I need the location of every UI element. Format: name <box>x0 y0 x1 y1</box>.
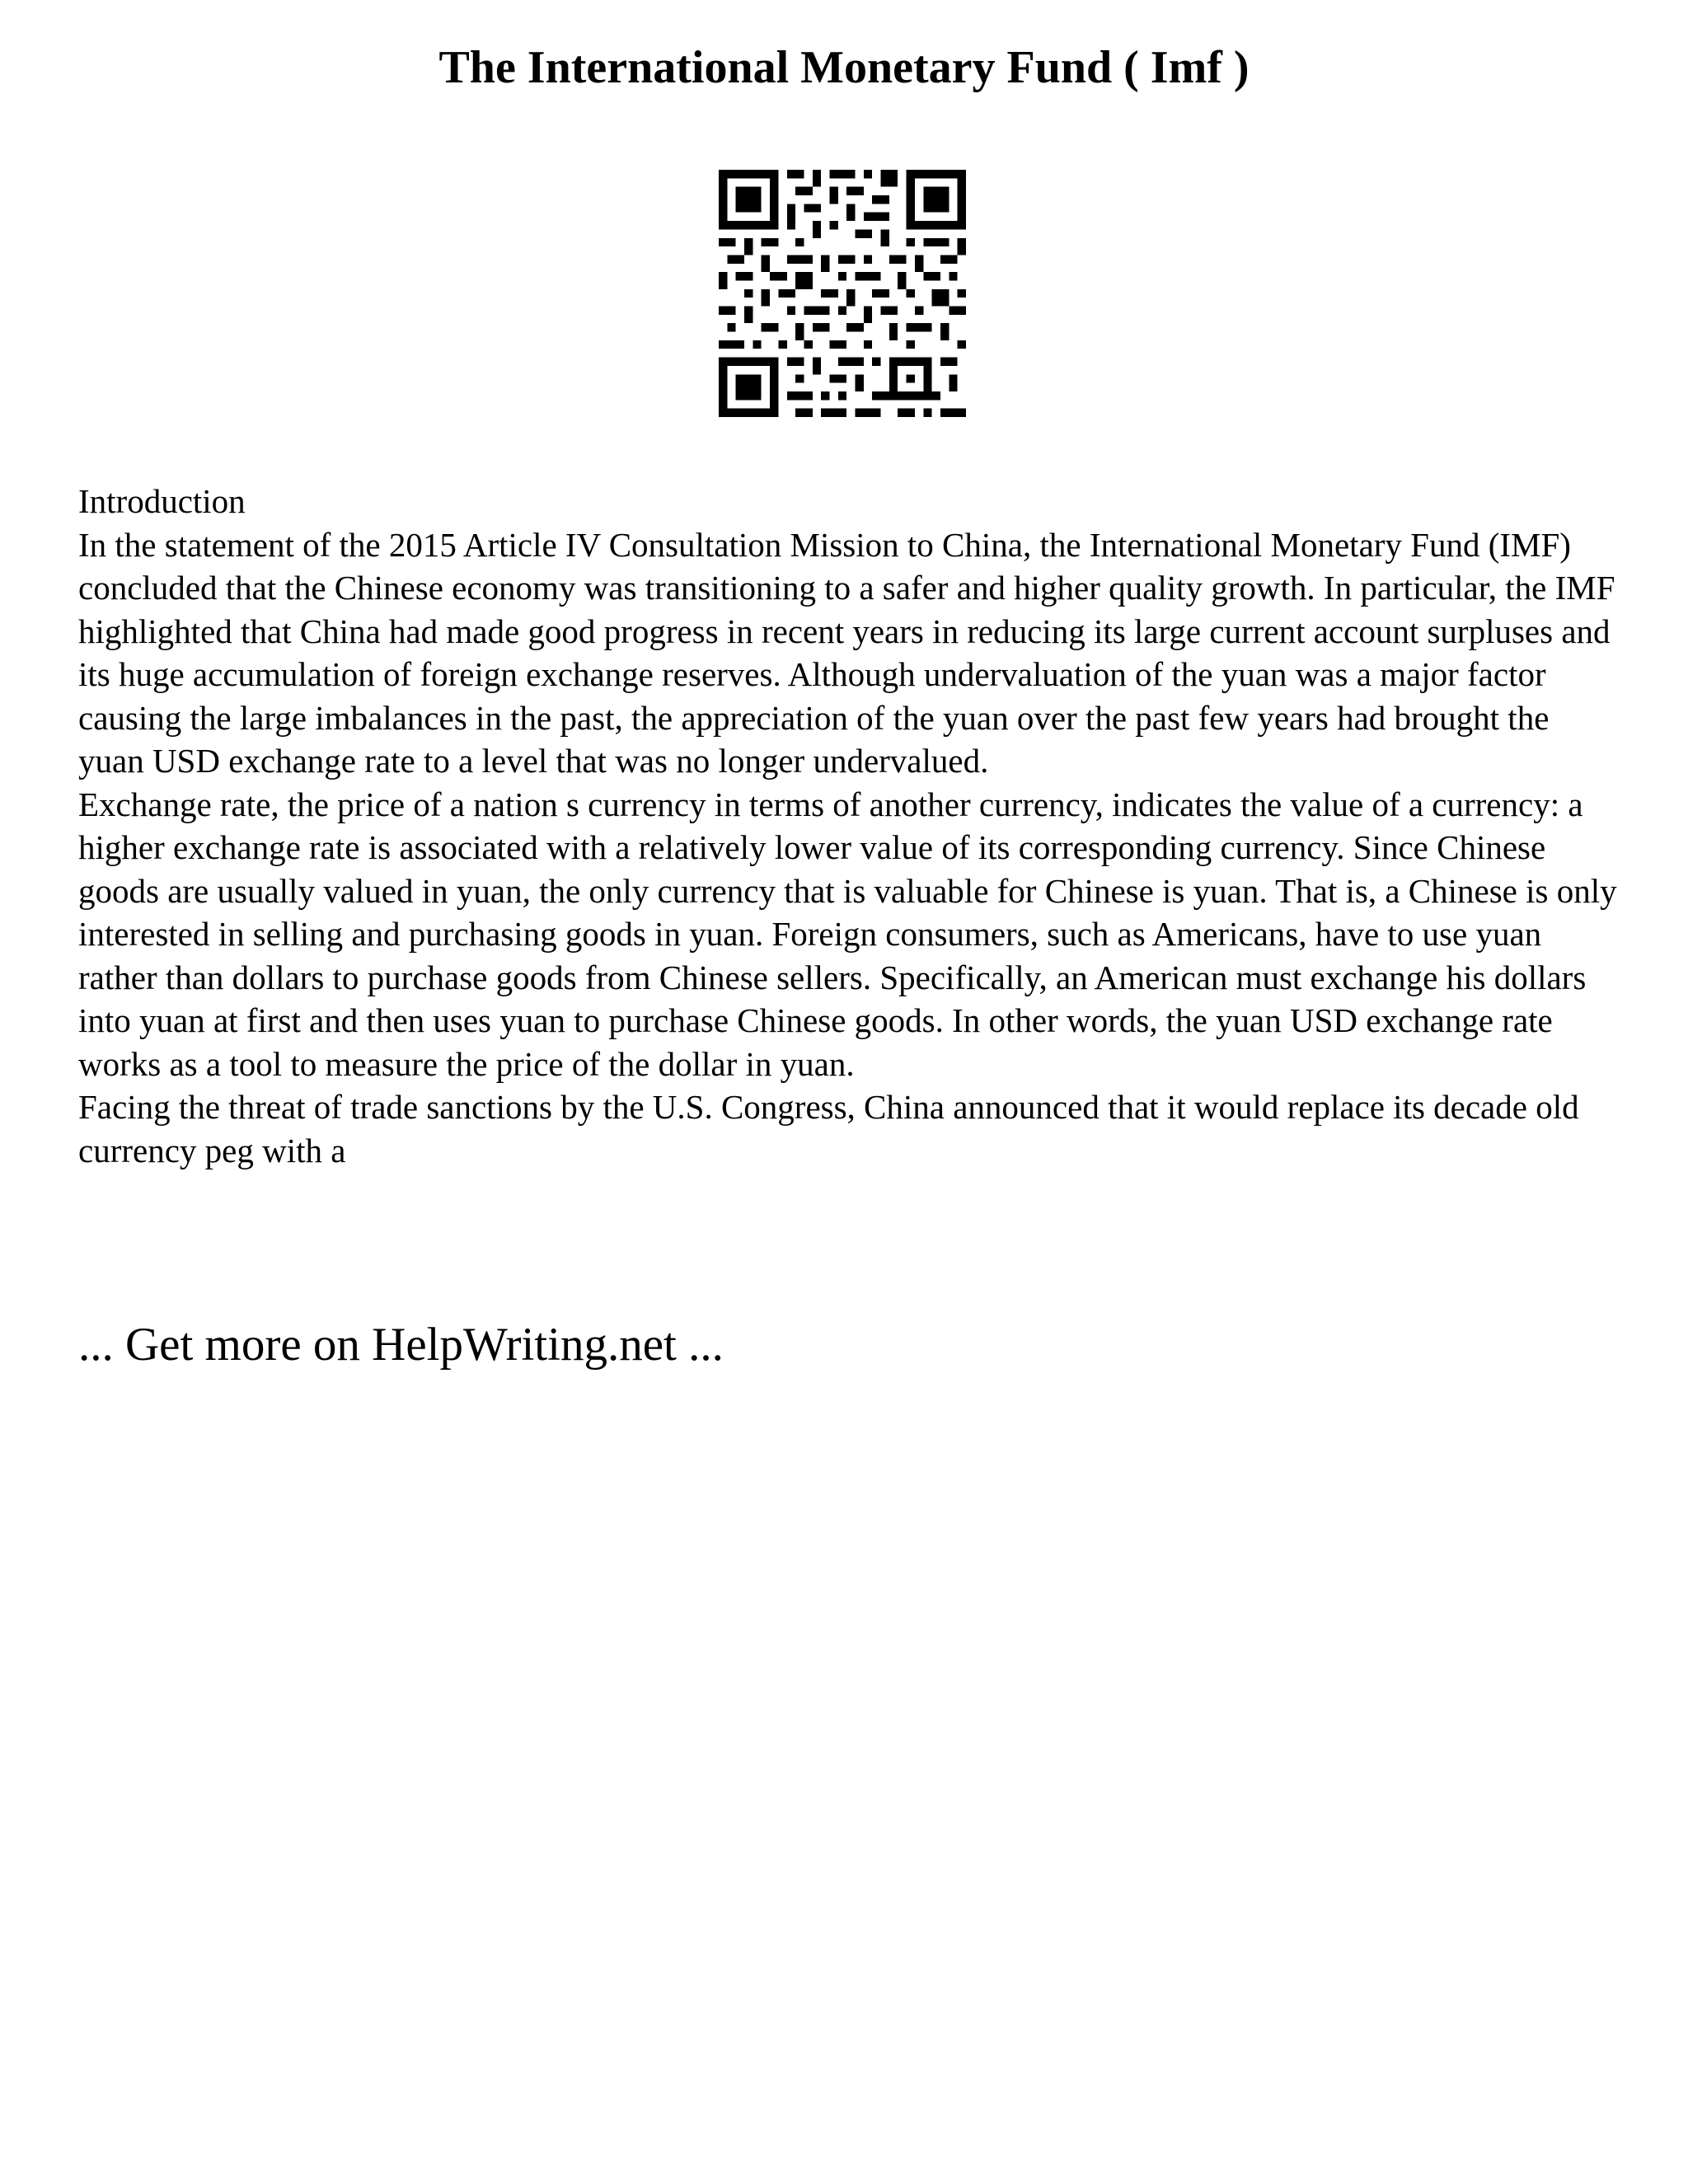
article-body <box>78 480 1620 1172</box>
paragraph-intro: In the statement of the 2015 Article IV Consultation Mission to China, the International Monetary Fund (IMF) concluded that the Chinese economy was transitioning to a safer and higher quality growth. In particular, the IMF highlighted that China had made good progress in recent years in reducing its large current account surpluses and its huge accumulation of foreign exchange reserves. Although undervaluation of the yuan was a major factor causing the large imbalances in the past, the appreciation of the yuan over the past few years had brought the yuan USD exchange rate to a level that was no longer undervalued. <box>78 525 1615 780</box>
paragraph-trade-sanctions: Facing the threat of trade sanctions by the U.S. Congress, China announced that it would replace its decade old currency peg with a <box>78 1088 1579 1169</box>
paragraph-exchange-rate: Exchange rate, the price of a nation s currency in terms of another currency, indicates the value of a currency: a higher exchange rate is associated with a relatively lower value of its corresponding currency. Since Chinese goods are usually valued in yuan, the only currency that is valuable for Chinese is yuan. That is, a Chinese is only interested in selling and purchasing goods in yuan. Foreign consumers, such as Americans, have to use yuan rather than dollars to purchase goods from Chinese sellers. Specifically, an American must exchange his dollars into yuan at first and then uses yuan to purchase Chinese goods. In other words, the yuan USD exchange rate works as a tool to measure the price of the dollar in yuan. <box>78 785 1617 1083</box>
section-heading: Introduction <box>78 482 246 520</box>
get-more-link[interactable]: ... Get more on HelpWriting.net ... <box>78 1319 724 1371</box>
document-title: The International Monetary Fund ( Imf ) <box>438 42 1250 93</box>
qr-code-icon[interactable] <box>719 170 966 417</box>
